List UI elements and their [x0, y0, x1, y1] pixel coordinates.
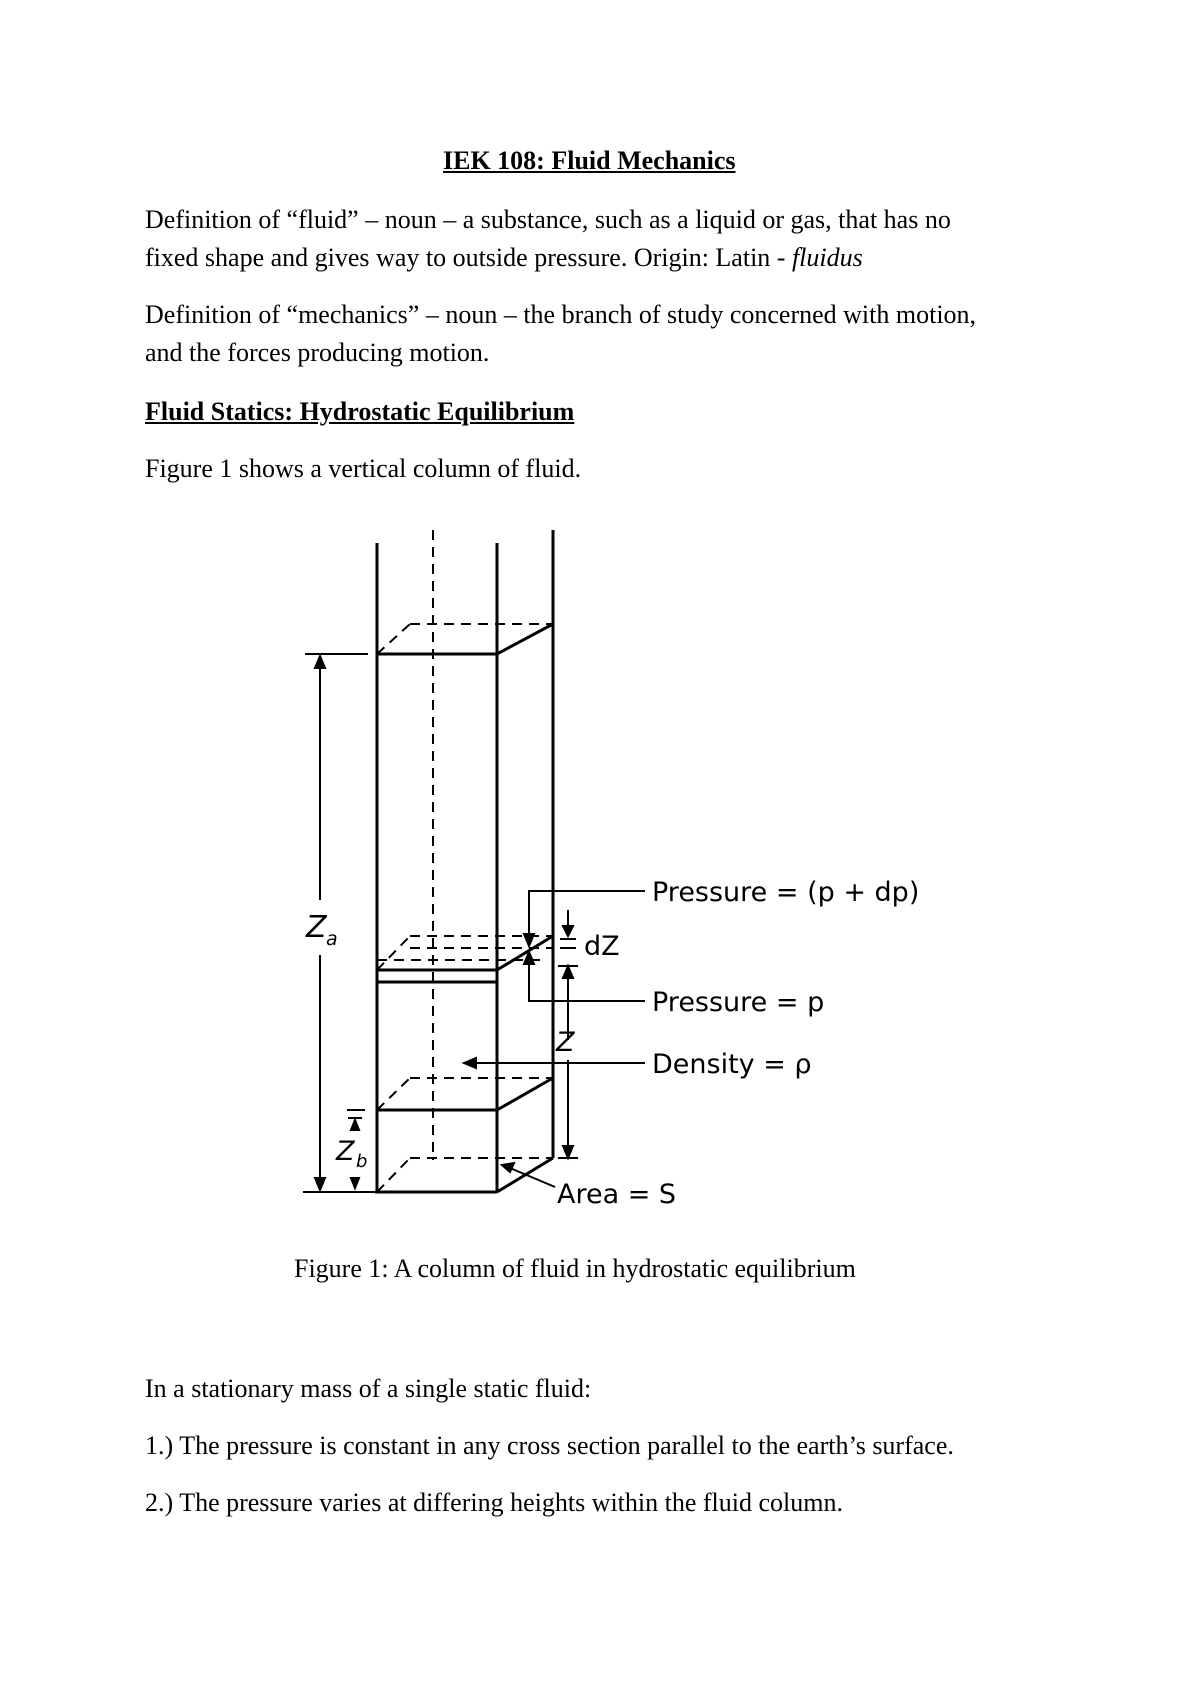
definition-fluid-text: fixed shape and gives way to outside pressure. Origin: Latin - [145, 243, 792, 272]
label-dz: dZ [584, 931, 620, 962]
thin-slice-left-edge [377, 936, 410, 970]
definition-fluid-line1: Definition of “fluid” – noun – a substance, such as a liquid or gas, that has no [145, 205, 951, 234]
top-slice-left-edge [377, 624, 410, 654]
figure-intro: Figure 1 shows a vertical column of fluid. [145, 454, 582, 483]
lower-slice-right-edge [497, 1078, 553, 1110]
label-density: Density = ρ [652, 1049, 812, 1080]
label-za-subscript: a [326, 928, 338, 950]
definition-mechanics-line2: and the forces producing motion. [145, 338, 490, 367]
figure-caption: Figure 1: A column of fluid in hydrostatic equilibrium [294, 1254, 856, 1283]
dz-arrow-down [563, 926, 573, 936]
z-arrow-up [563, 966, 573, 978]
za-arrow-down [315, 1178, 325, 1190]
latin-origin-word: fluidus [791, 243, 863, 272]
top-slice-right-edge [497, 624, 553, 654]
zb-arrow-down [351, 1178, 359, 1188]
definition-mechanics-line1: Definition of “mechanics” – noun – the branch of study concerned with motion, [145, 300, 977, 329]
density-arrowhead [464, 1058, 476, 1068]
z-arrow-down [563, 1146, 573, 1158]
document-title: IEK 108: Fluid Mechanics [443, 146, 736, 175]
label-z: Z [556, 1027, 575, 1058]
label-zb: Z [336, 1136, 355, 1167]
label-za: Z [306, 910, 327, 945]
label-pressure-top: Pressure = (p + dp) [652, 877, 920, 908]
section-heading: Fluid Statics: Hydrostatic Equilibrium [145, 397, 575, 426]
label-area: Area = S [557, 1179, 677, 1210]
lower-slice-left-edge [377, 1078, 410, 1110]
list-item: 1.) The pressure is constant in any cross section parallel to the earth’s surface. [145, 1431, 954, 1460]
statement-intro: In a stationary mass of a single static fluid: [145, 1374, 592, 1403]
pressure-top-arrowhead [524, 934, 534, 946]
label-pressure: Pressure = p [652, 987, 825, 1018]
za-arrow-up [315, 656, 325, 668]
list-item: 2.) The pressure varies at differing heights within the fluid column. [145, 1488, 843, 1517]
bottom-left-edge [377, 1158, 410, 1192]
label-zb-subscript: b [356, 1151, 368, 1172]
pressure-leader [529, 958, 645, 1001]
zb-arrow-up [351, 1120, 359, 1130]
area-arrowhead [502, 1163, 514, 1172]
